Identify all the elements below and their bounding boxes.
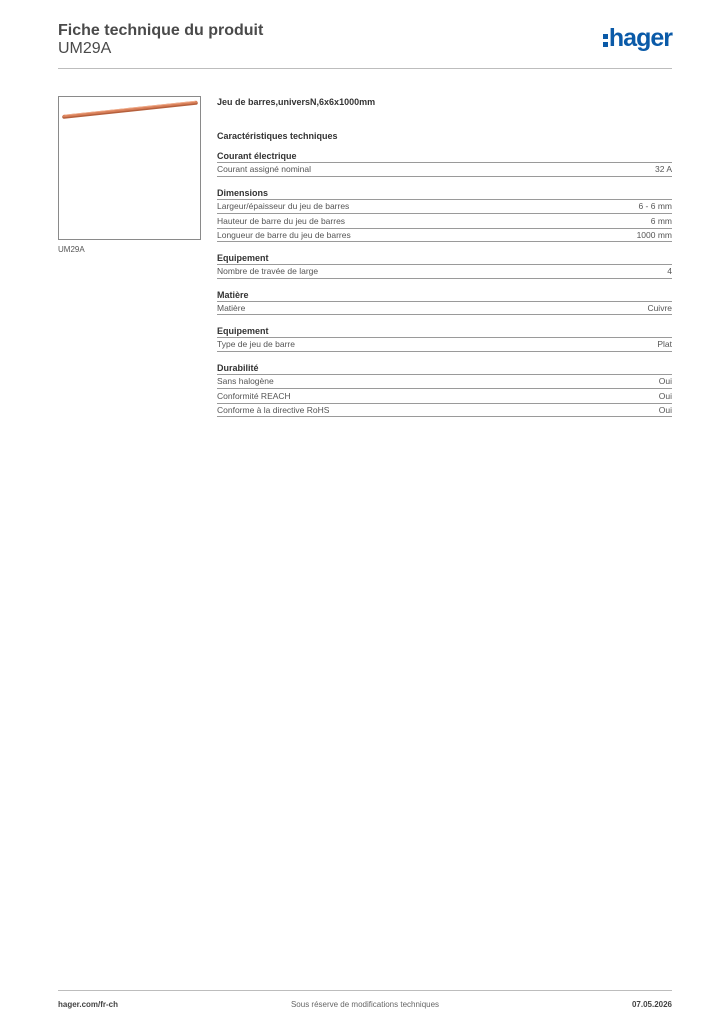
spec-group-title: Equipement	[217, 326, 269, 336]
spec-group-title: Matière	[217, 289, 249, 300]
spec-value: Plat	[657, 339, 672, 350]
spec-value: 6 mm	[650, 215, 672, 226]
spec-group-title: Equipement	[217, 253, 269, 263]
spec-label: Sans halogène	[217, 376, 274, 387]
spec-label: Courant assigné nominal	[217, 164, 312, 175]
image-caption: UM29A	[58, 245, 85, 254]
spec-value: Oui	[658, 376, 672, 387]
hager-logo	[603, 24, 672, 52]
page-footer	[58, 990, 672, 1014]
spec-group	[217, 150, 672, 177]
spec-row	[217, 199, 672, 214]
specifications-heading: Caractéristiques techniques	[217, 131, 338, 141]
spec-value: Oui	[658, 390, 672, 401]
spec-group	[217, 187, 672, 243]
spec-rows	[217, 337, 672, 352]
spec-label: Largeur/épaisseur du jeu de barres	[217, 201, 350, 212]
spec-group	[217, 325, 672, 352]
spec-group	[217, 362, 672, 418]
spec-label: Longueur de barre du jeu de barres	[217, 229, 351, 240]
spec-row	[217, 374, 672, 389]
spec-row	[217, 388, 672, 403]
spec-row	[217, 337, 672, 352]
spec-row	[217, 403, 672, 418]
spec-rows	[217, 264, 672, 279]
logo-dots-icon	[603, 34, 608, 47]
spec-rows	[217, 374, 672, 418]
spec-row	[217, 162, 672, 177]
spec-value: Cuivre	[647, 302, 672, 313]
spec-rows	[217, 162, 672, 177]
footer-disclaimer: Sous réserve de modifications techniques	[290, 1000, 440, 1009]
footer-website: hager.com/fr-ch	[58, 1000, 119, 1009]
spec-label: Matière	[217, 302, 246, 313]
spec-row	[217, 228, 672, 243]
spec-group-title: Dimensions	[217, 187, 269, 198]
footer-date: 07.05.2026	[631, 1000, 672, 1009]
spec-label: Nombre de travée de large	[217, 266, 319, 277]
spec-value: 32 A	[654, 164, 672, 175]
spec-group-title: Courant électrique	[217, 151, 297, 161]
spec-value: Oui	[658, 404, 672, 415]
copper-busbar-image	[59, 97, 200, 239]
spec-row	[217, 264, 672, 279]
product-name: Jeu de barres,universN,6x6x1000mm	[217, 97, 376, 107]
spec-rows	[217, 301, 672, 316]
spec-rows	[217, 199, 672, 243]
spec-value: 1000 mm	[636, 229, 672, 240]
product-image	[58, 96, 201, 240]
spec-value: 4	[667, 266, 672, 277]
document-title: Fiche technique du produit	[58, 22, 264, 39]
spec-group	[217, 252, 672, 279]
spec-label: Type de jeu de barre	[217, 339, 295, 350]
spec-group	[217, 289, 672, 316]
spec-row	[217, 301, 672, 316]
spec-value: 6 - 6 mm	[638, 201, 672, 212]
product-reference: UM29A	[58, 40, 112, 57]
logo-text: hager	[608, 24, 672, 52]
spec-row	[217, 213, 672, 228]
spec-label: Conforme à la directive RoHS	[217, 404, 330, 415]
spec-groups	[217, 150, 672, 417]
spec-label: Conformité REACH	[217, 390, 291, 401]
specifications-panel	[217, 96, 672, 417]
page-header	[58, 20, 672, 69]
spec-label: Hauteur de barre du jeu de barres	[217, 215, 346, 226]
spec-group-title: Durabilité	[217, 362, 259, 373]
